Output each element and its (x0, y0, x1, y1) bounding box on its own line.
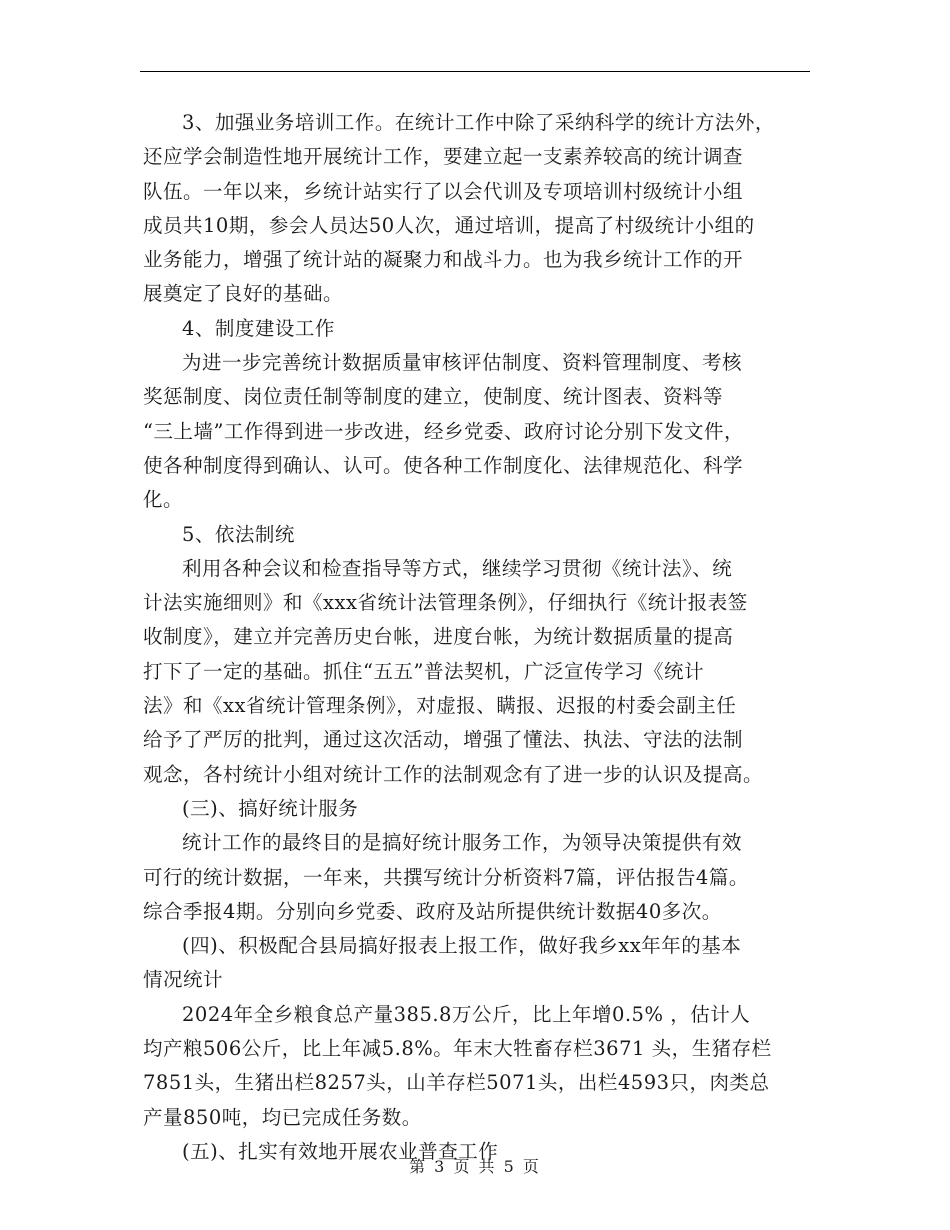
text-line: 5、依法制统 (182, 522, 295, 546)
text-line: 综合季报4期。分别向乡党委、政府及站所提供统计数据40多次。 (143, 899, 722, 923)
text-line: 业务能力，增强了统计站的凝聚力和战斗力。也为我乡统计工作的开 (143, 248, 744, 272)
text-line: (四)、积极配合县局搞好报表上报工作，做好我乡xx年年的基本 (182, 934, 742, 958)
text-line: 产量850吨，均已完成任务数。 (143, 1105, 422, 1129)
document-body (143, 106, 813, 1169)
text-line: 打下了一定的基础。抓住“五五”普法契机，广泛宣传学习《统计 (143, 659, 704, 683)
text-line: 法》和《xx省统计管理条例》，对虚报、瞒报、迟报的村委会副主任 (143, 694, 737, 718)
header-rule (140, 71, 810, 72)
text-line: 2024年全乡粮食总产量385.8万公斤，比上年增0.5% ，估计人 (182, 1002, 751, 1026)
text-line: (五)、扎实有效地开展农业普查工作 (182, 1139, 499, 1163)
text-line: 还应学会制造性地开展统计工作，要建立起一支素养较高的统计调查 (143, 145, 744, 169)
text-line: 利用各种会议和检查指导等方式，继续学习贯彻《统计法》、统 (182, 556, 733, 580)
page-number: 第 3 页 共 5 页 (409, 1157, 541, 1176)
text-line: 为进一步完善统计数据质量审核评估制度、资料管理制度、考核 (182, 351, 743, 375)
text-line: 使各种制度得到确认、认可。使各种工作制度化、法律规范化、科学 (143, 453, 744, 477)
text-line: 7851头，生猪出栏8257头，山羊存栏5071头，出栏4593只，肉类总 (143, 1071, 770, 1095)
text-line: 化。 (143, 488, 184, 512)
text-line: 收制度》，建立并完善历史台帐，进度台帐，为统计数据质量的提高 (143, 625, 734, 649)
text-line: 统计工作的最终目的是搞好统计服务工作，为领导决策提供有效 (182, 831, 743, 855)
text-line: 奖惩制度、岗位责任制等制度的建立，使制度、统计图表、资料等 (143, 385, 724, 409)
text-line: 3、加强业务培训工作。在统计工作中除了采纳科学的统计方法外， (182, 111, 775, 134)
text-line: 4、制度建设工作 (182, 316, 335, 340)
text-line: 计法实施细则》和《xxx省统计法管理条例》，仔细执行《统计报表签 (143, 591, 748, 615)
text-line: 可行的统计数据，一年来，共撰写统计分析资料7篇，评估报告4篇。 (143, 865, 749, 889)
text-line: 成员共10期，参会人员达50人次，通过培训，提高了村级统计小组的 (143, 213, 755, 237)
text-line: 观念，各村统计小组对统计工作的法制观念有了进一步的认识及提高。 (143, 762, 764, 786)
text-line: (三)、搞好统计服务 (182, 796, 359, 820)
text-line: “三上墙”工作得到进一步改进，经乡党委、政府讨论分别下发文件， (143, 419, 744, 443)
text-line: 展奠定了良好的基础。 (143, 282, 344, 306)
text-line: 均产粮506公斤，比上年减5.8%。年末大牲畜存栏3671 头，生猪存栏 (143, 1037, 772, 1061)
text-line: 队伍。一年以来，乡统计站实行了以会代训及专项培训村级统计小组 (143, 179, 744, 203)
text-line: 情况统计 (143, 968, 224, 992)
text-line: 给予了严厉的批判，通过这次活动，增强了懂法、执法、守法的法制 (143, 728, 744, 752)
